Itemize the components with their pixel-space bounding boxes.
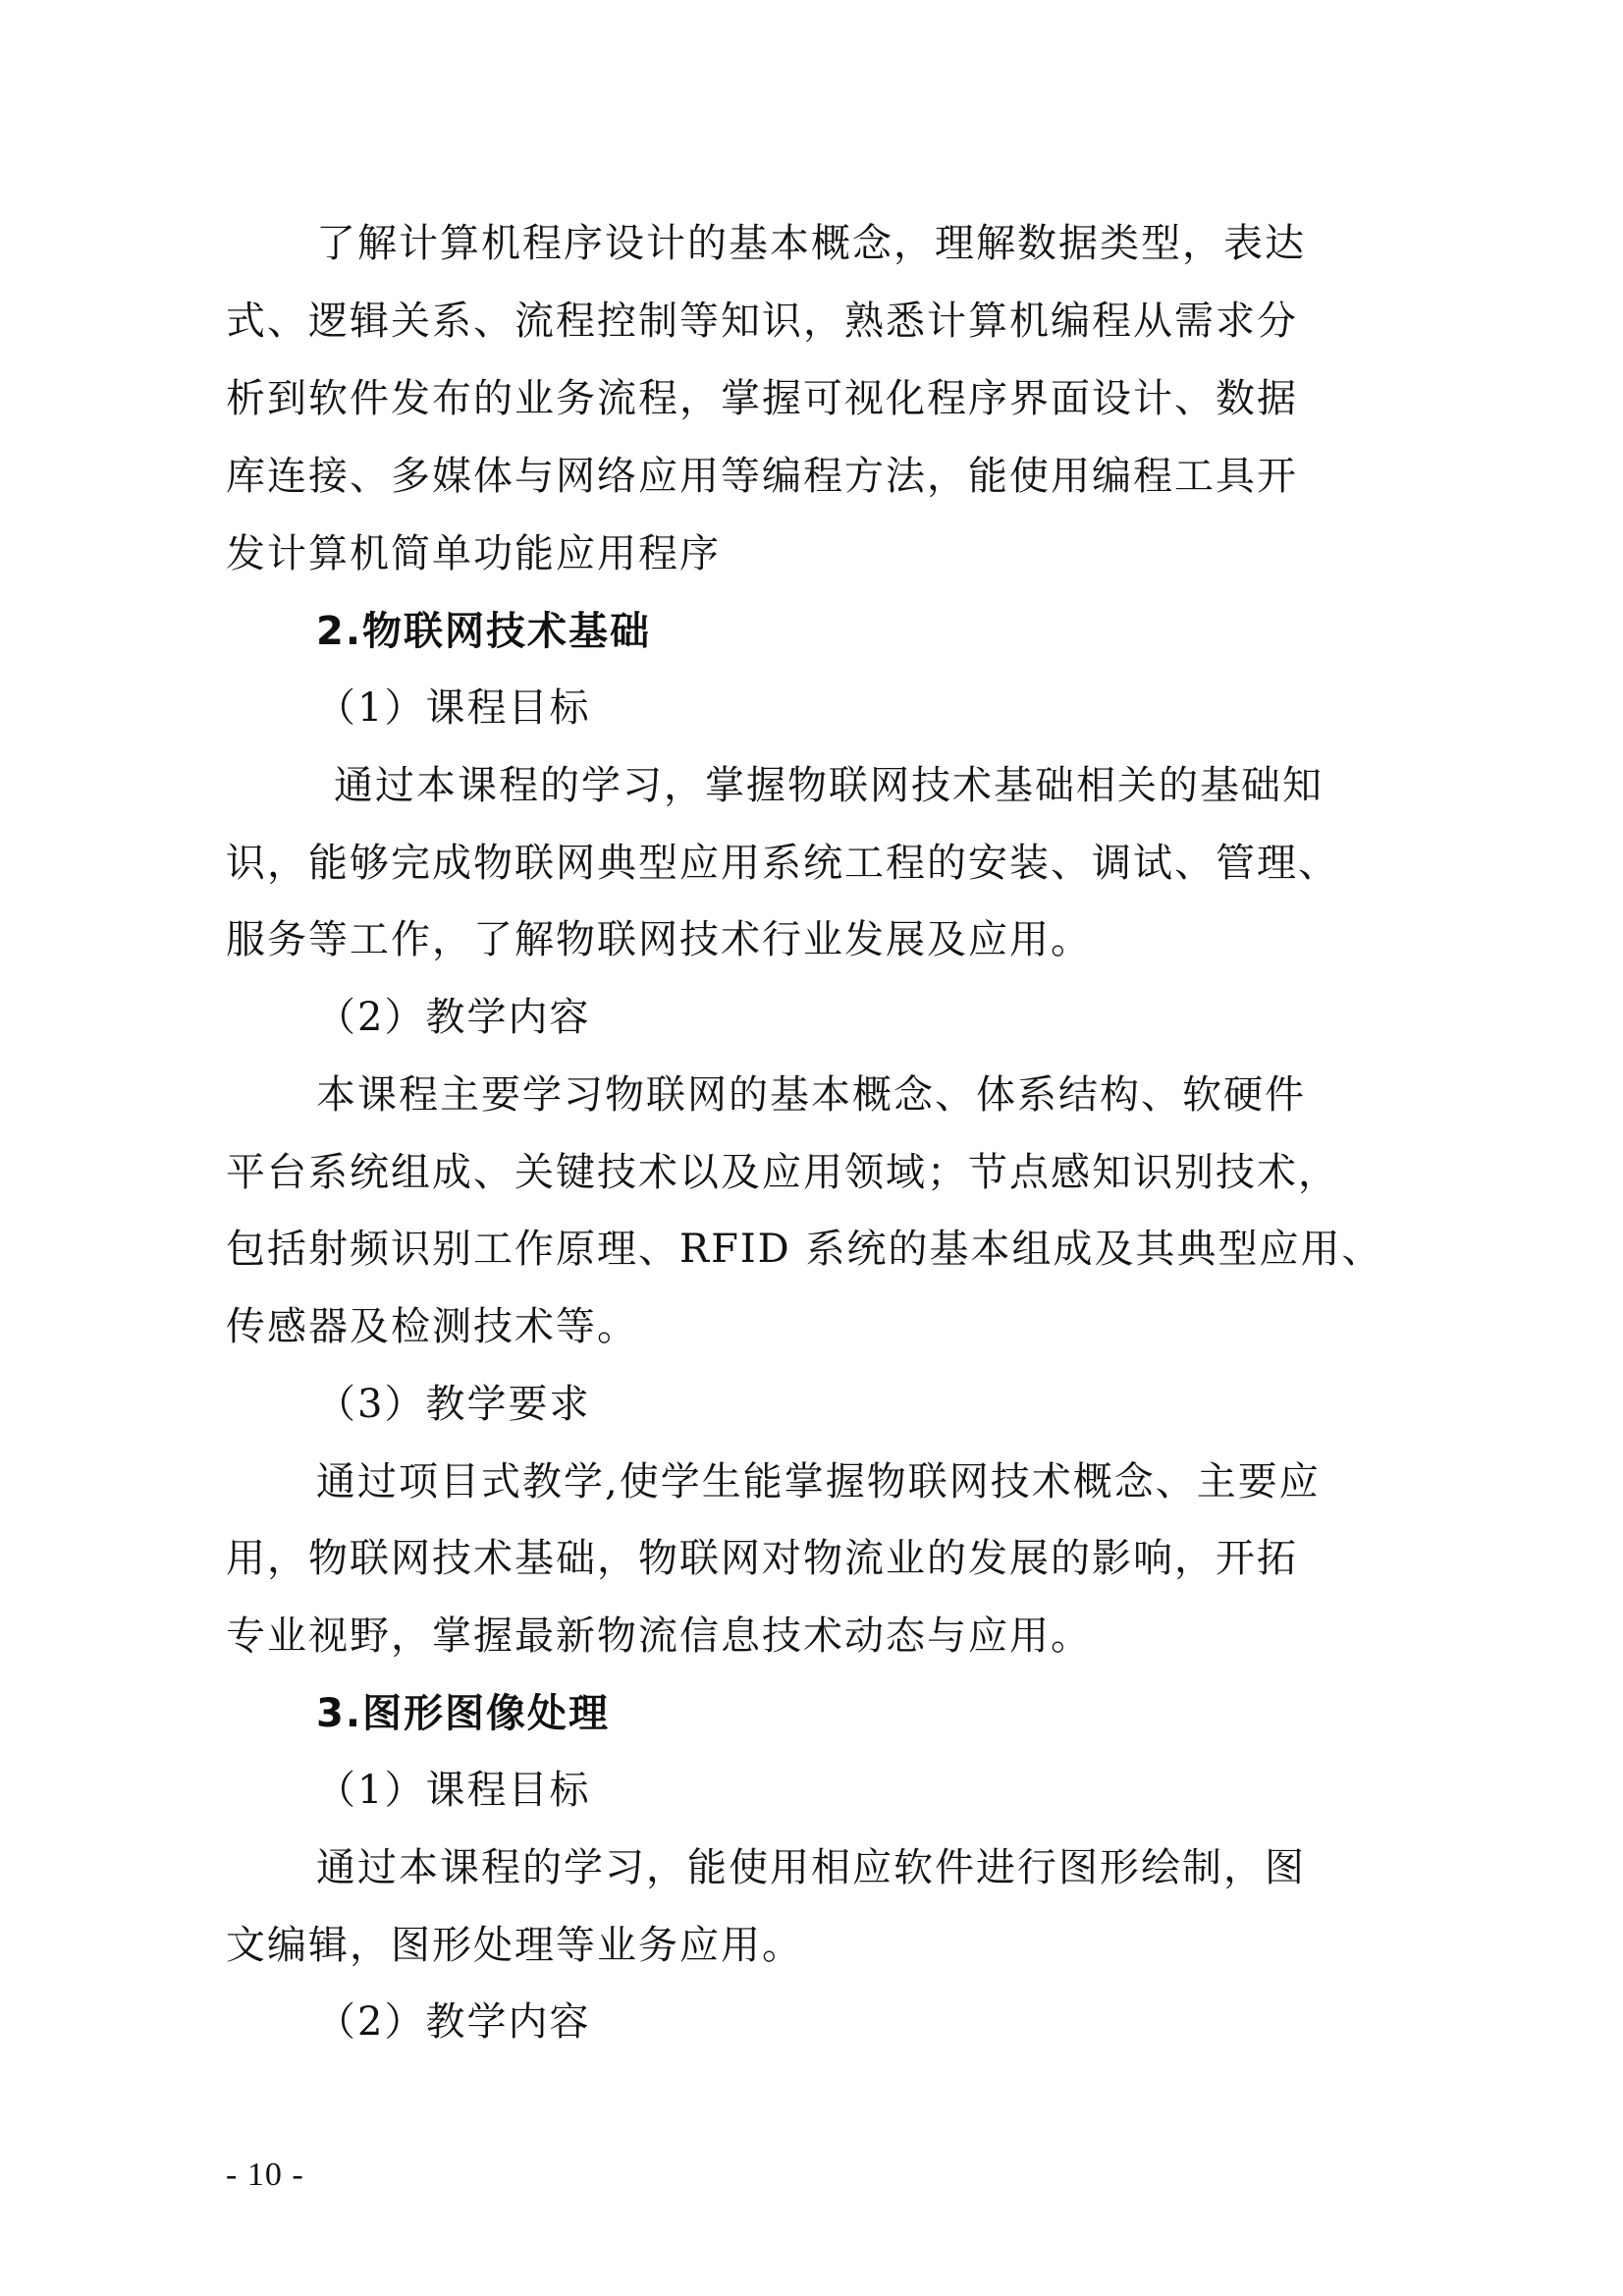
body-text-line: 专业视野，掌握最新物流信息技术动态与应用。 [226, 1613, 1092, 1659]
body-text-line: 文编辑，图形处理等业务应用。 [226, 1923, 803, 1968]
body-text-line: 通过项目式教学,使学生能掌握物联网技术概念、主要应 [316, 1459, 1321, 1504]
body-text-line: 识，能够完成物联网典型应用系统工程的安装、调试、管理、 [226, 841, 1339, 886]
body-text-line: 通过本课程的学习，能使用相应软件进行图形绘制，图 [316, 1845, 1306, 1890]
body-text-line: 通过本课程的学习，掌握物联网技术基础相关的基础知 [334, 763, 1324, 808]
subsection-heading: （2）教学内容 [316, 995, 591, 1040]
subsection-heading: （2）教学内容 [316, 1999, 591, 2045]
body-text-line: 析到软件发布的业务流程，掌握可视化程序界面设计、数据 [226, 376, 1298, 421]
subsection-heading: （1）课程目标 [316, 685, 591, 731]
body-text-line: 用，物联网技术基础，物联网对物流业的发展的影响，开拓 [226, 1536, 1298, 1581]
section-heading: 3.图形图像处理 [316, 1691, 611, 1736]
subsection-heading: （3）教学要求 [316, 1382, 591, 1427]
body-text-line: 式、逻辑关系、流程控制等知识，熟悉计算机编程从需求分 [226, 299, 1298, 344]
body-text-line: 平台系统组成、关键技术以及应用领域；节点感知识别技术， [226, 1150, 1339, 1195]
section-heading: 2.物联网技术基础 [316, 609, 652, 654]
page-number: - 10 - [226, 2157, 304, 2193]
body-text-line: 传感器及检测技术等。 [226, 1304, 638, 1349]
body-text-line: 了解计算机程序设计的基本概念，理解数据类型，表达 [316, 221, 1306, 266]
body-text-line: 库连接、多媒体与网络应用等编程方法，能使用编程工具开 [226, 454, 1298, 499]
body-text-line: 本课程主要学习物联网的基本概念、体系结构、软硬件 [316, 1072, 1306, 1118]
body-text-line: 包括射频识别工作原理、RFID 系统的基本组成及其典型应用、 [226, 1227, 1383, 1272]
body-text-line: 发计算机简单功能应用程序 [226, 531, 721, 576]
body-text-line: 服务等工作，了解物联网技术行业发展及应用。 [226, 917, 1092, 962]
subsection-heading: （1）课程目标 [316, 1768, 591, 1813]
